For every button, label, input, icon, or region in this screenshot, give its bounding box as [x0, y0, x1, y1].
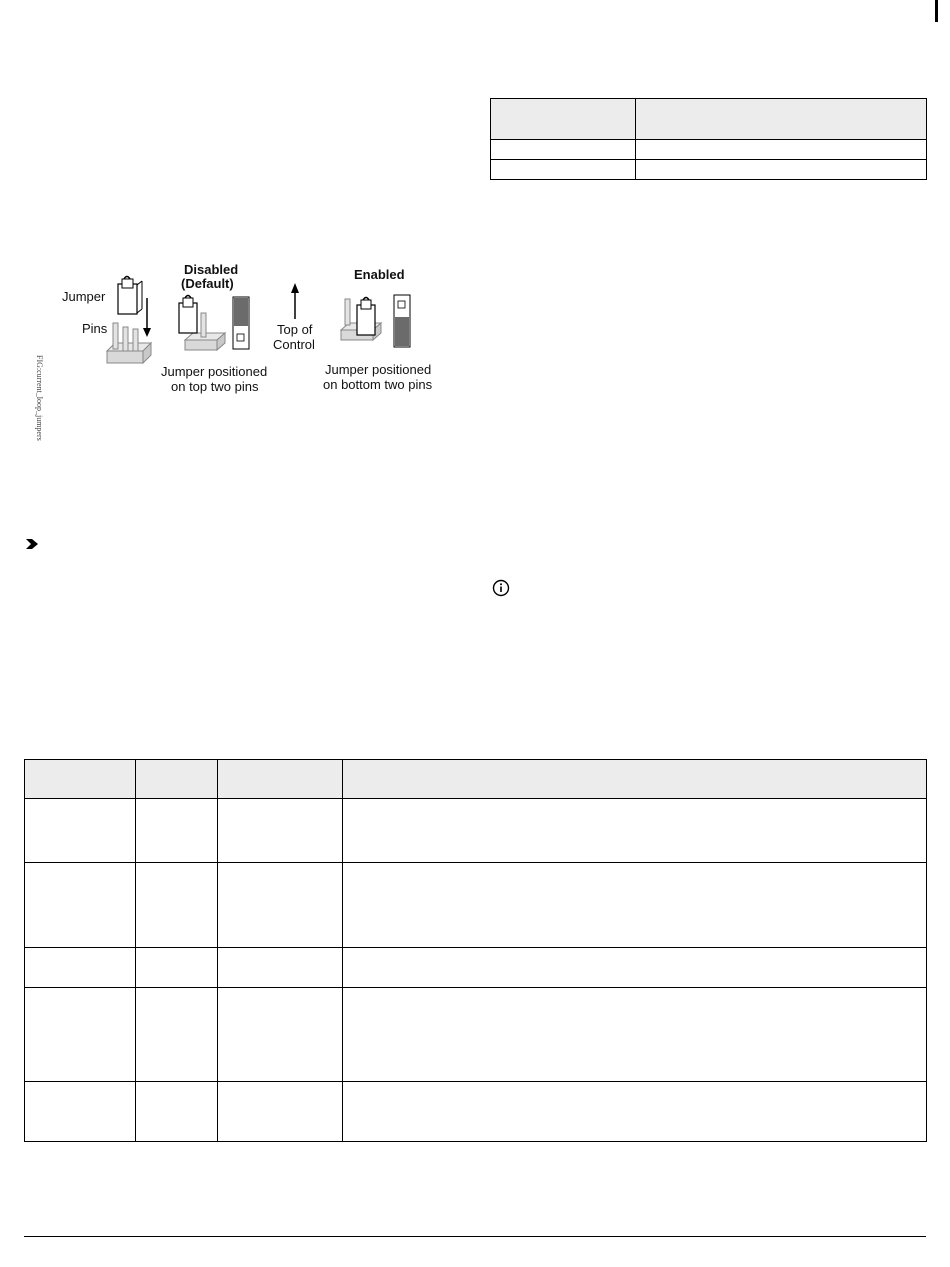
header-cell — [636, 99, 927, 140]
enabled-caption-line2: on bottom two pins — [323, 377, 433, 392]
table-cell — [218, 1082, 343, 1142]
disabled-caption-line2: on top two pins — [171, 379, 259, 394]
disabled-switch-icon — [233, 297, 249, 349]
table-cell — [343, 863, 927, 948]
table-cell — [136, 863, 218, 948]
table-cell — [218, 948, 343, 988]
table-cell — [636, 140, 927, 160]
table-cell — [218, 988, 343, 1082]
table-cell — [136, 948, 218, 988]
enabled-caption-line1: Jumper positioned — [325, 362, 432, 377]
main-table — [24, 759, 927, 1142]
loose-jumper-icon — [118, 277, 142, 315]
header-cell — [491, 99, 636, 140]
table-cell — [491, 140, 636, 160]
pins-label: Pins — [82, 321, 108, 336]
table-cell — [25, 799, 136, 863]
jumper-diagram — [95, 255, 455, 400]
table-cell — [343, 948, 927, 988]
disabled-title: Disabled — [184, 262, 239, 277]
footer-divider — [24, 1236, 926, 1237]
info-circle-icon — [492, 579, 510, 597]
table-row — [25, 799, 927, 863]
table-cell — [136, 1082, 218, 1142]
enabled-title: Enabled — [354, 267, 405, 282]
table-row — [25, 1082, 927, 1142]
table-cell — [636, 160, 927, 180]
table-row — [491, 140, 927, 160]
down-arrow-icon — [143, 298, 151, 337]
table-cell — [491, 160, 636, 180]
header-cell — [25, 760, 136, 799]
disabled-jumper-icon — [179, 296, 225, 351]
top-of-control-label: Top of — [277, 322, 313, 337]
header-cell — [218, 760, 343, 799]
table-cell — [25, 948, 136, 988]
table-row — [25, 948, 927, 988]
table-row — [25, 988, 927, 1082]
table-cell — [343, 988, 927, 1082]
page-edge-marker — [935, 0, 938, 22]
top-right-table — [490, 98, 927, 180]
enabled-jumper-icon — [341, 298, 381, 341]
jumper-label: Jumper — [62, 289, 106, 304]
chevron-right-icon — [25, 538, 39, 550]
table-row — [25, 863, 927, 948]
table-cell — [218, 863, 343, 948]
table-cell — [218, 799, 343, 863]
table-header-row — [491, 99, 927, 140]
table-cell — [25, 863, 136, 948]
table-row — [491, 160, 927, 180]
disabled-default-label: (Default) — [181, 276, 234, 291]
table-cell — [25, 988, 136, 1082]
table-cell — [25, 1082, 136, 1142]
control-label: Control — [273, 337, 315, 352]
enabled-switch-icon — [394, 295, 410, 347]
table-cell — [343, 1082, 927, 1142]
up-arrow-icon — [291, 283, 299, 319]
table-cell — [343, 799, 927, 863]
header-cell — [136, 760, 218, 799]
table-cell — [136, 799, 218, 863]
table-header-row — [25, 760, 927, 799]
table-cell — [136, 988, 218, 1082]
figure-side-caption: FIG:current_loop_jumpers — [35, 355, 44, 441]
header-cell — [343, 760, 927, 799]
disabled-caption-line1: Jumper positioned — [161, 364, 268, 379]
